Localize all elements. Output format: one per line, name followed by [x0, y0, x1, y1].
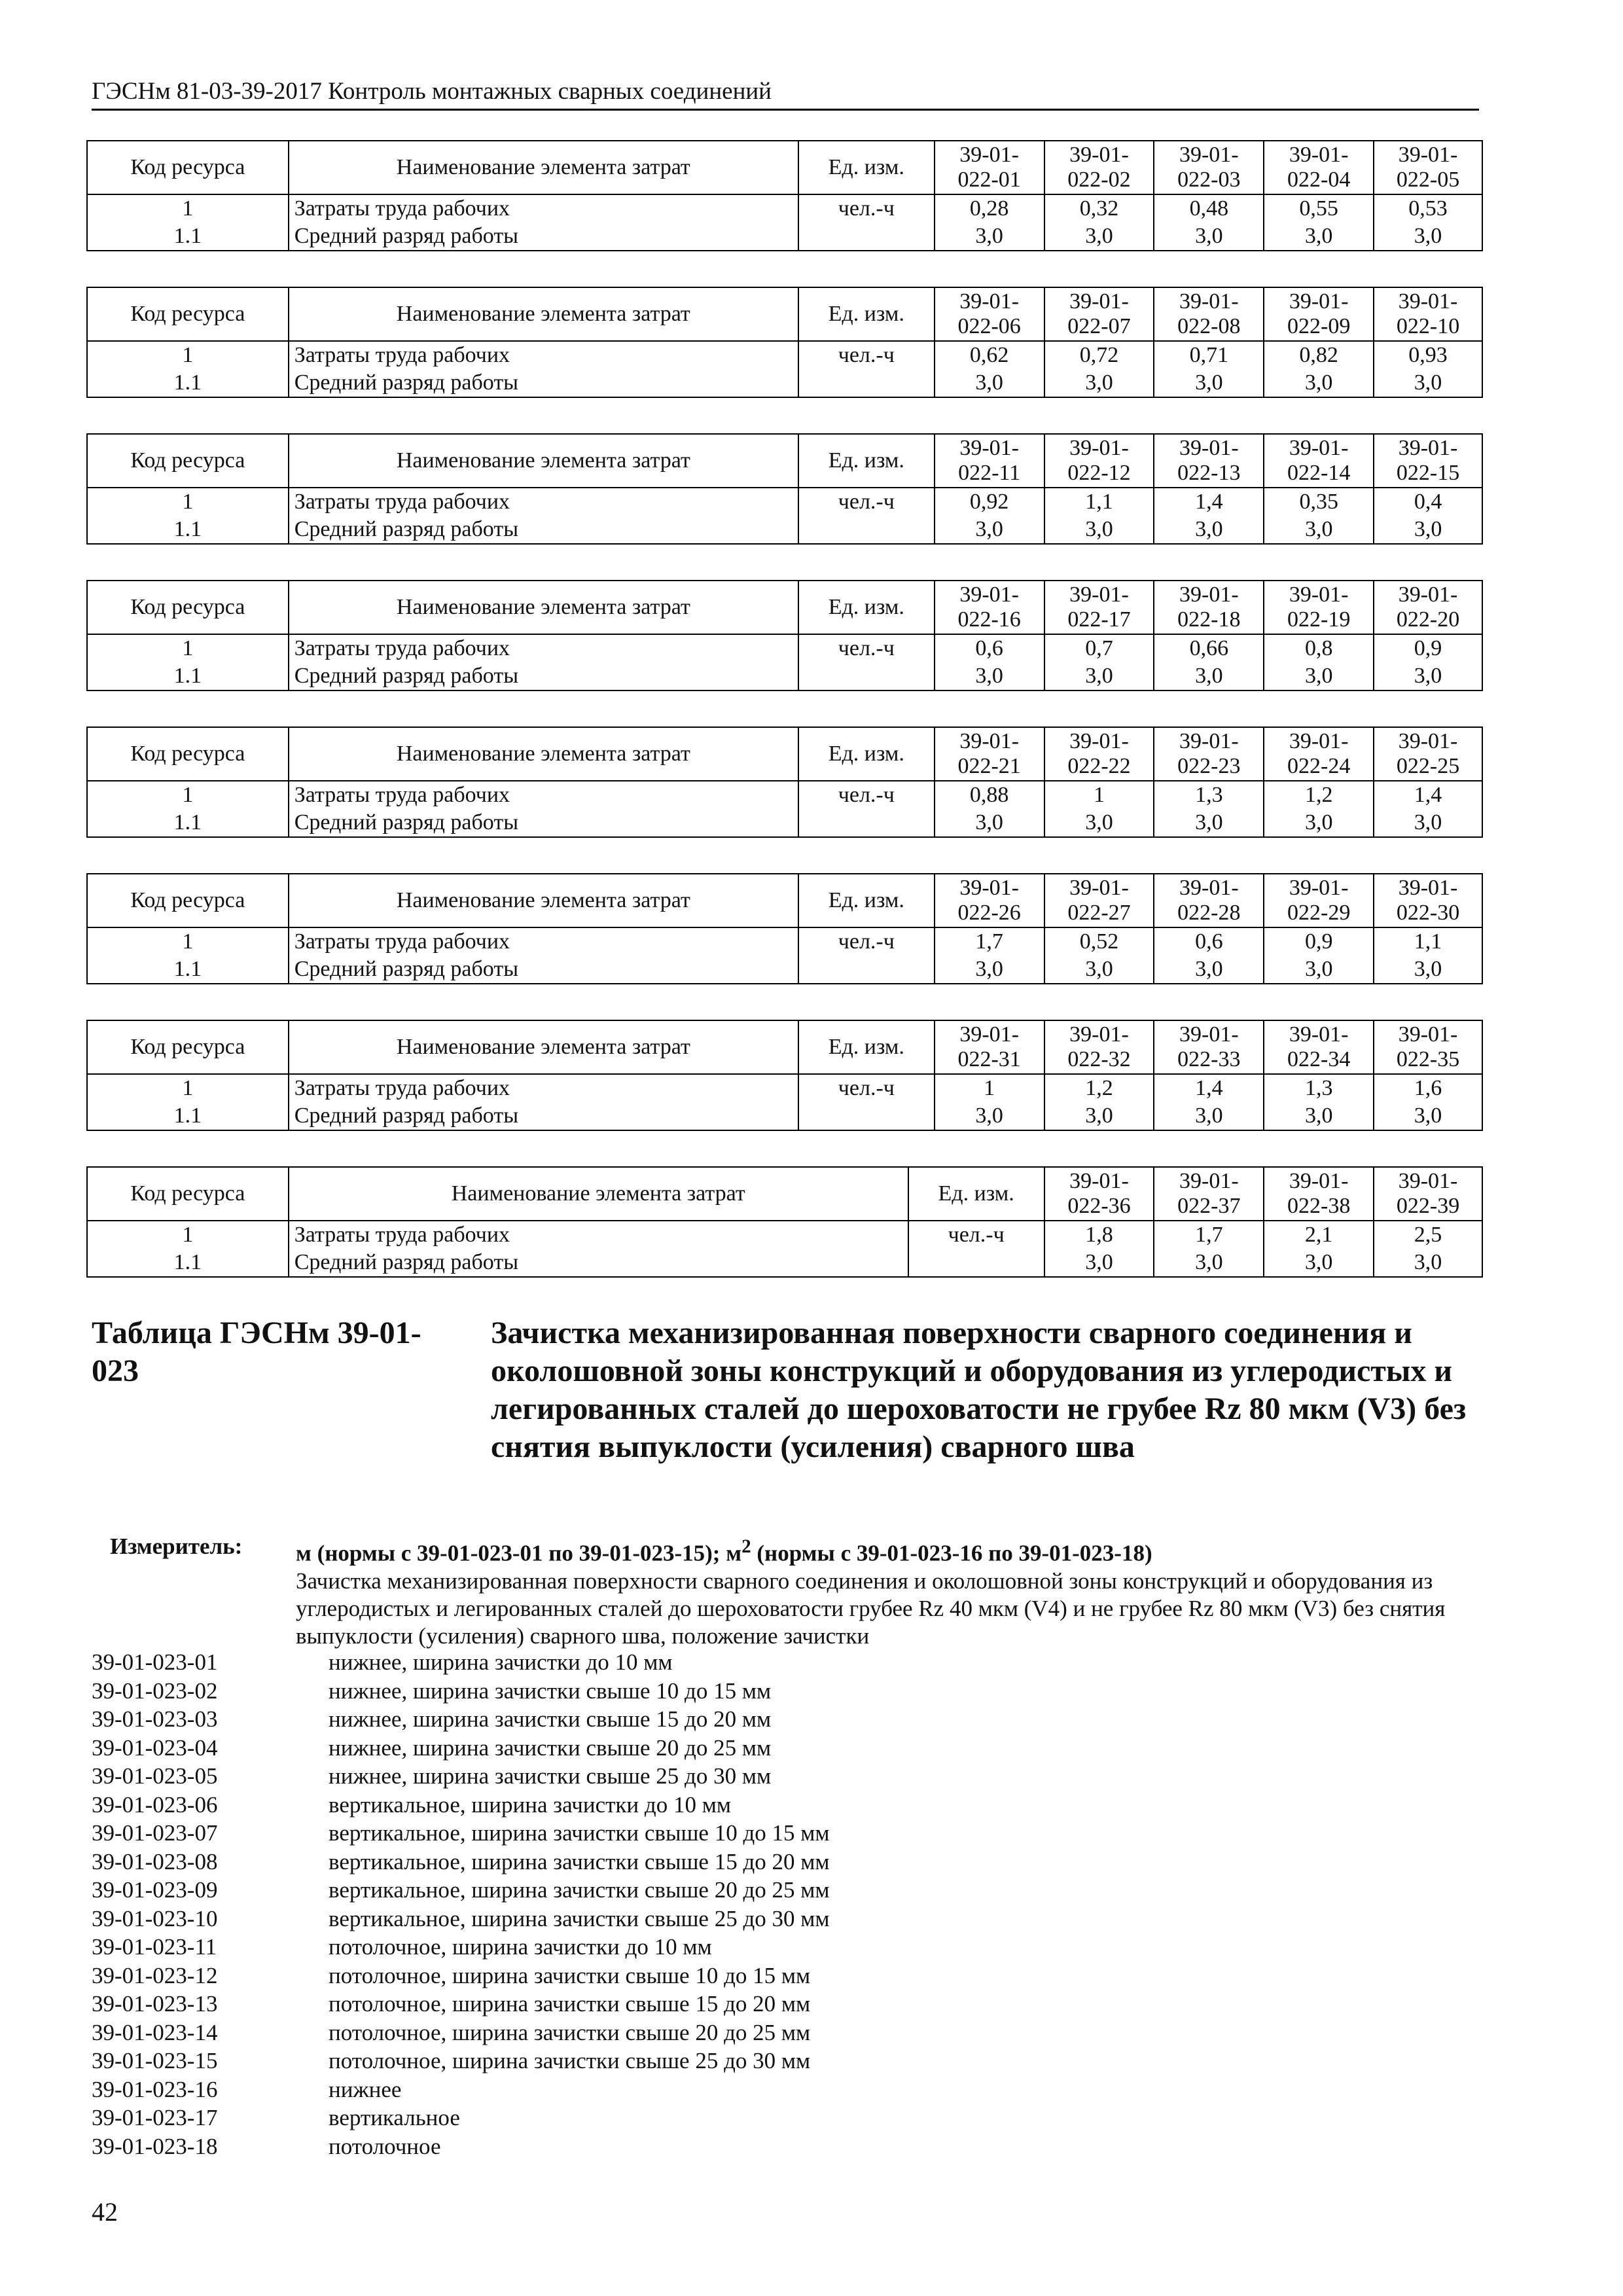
resource-unit [798, 369, 935, 397]
meter-block [296, 1533, 1480, 1650]
norm-code: 39-01-023-17 [92, 2105, 218, 2130]
grade-value: 3,0 [1044, 809, 1154, 837]
labor-value: 0,9 [1264, 927, 1374, 956]
resource-code: 1.1 [87, 223, 289, 251]
resource-unit: чел.-ч [798, 634, 935, 662]
grade-value: 3,0 [1374, 809, 1482, 837]
table-title: Таблица ГЭСНм 39-01-023 [92, 1316, 421, 1388]
meter-description: Зачистка механизированная поверхности сварного соединения и околошовной зоны конструкций и оборудования из углеродистых и легированных сталей до шероховатости грубее Rz 40 мкм (V4) и не грубее Rz 80 мкм (V3) без снятия выпуклости (усиления) сварного шва, положение зачистки [296, 1568, 1446, 1649]
resource-code: 1 [87, 194, 289, 223]
resource-name: Средний разряд работы [289, 516, 798, 544]
cost-table-1 [86, 140, 1483, 251]
norm-code: 39-01-023-11 [92, 1934, 217, 1960]
norm-code: 39-01-023-06 [92, 1791, 218, 1818]
resource-code: 1 [87, 927, 289, 956]
list-item [92, 1876, 1466, 1905]
norm-code: 39-01-023-18 [92, 2133, 218, 2159]
norm-code-header: 39-01- 022-21 [935, 727, 1044, 781]
resource-name: Средний разряд работы [289, 956, 798, 984]
norm-code-header: 39-01- 022-35 [1374, 1020, 1482, 1074]
grade-row [87, 956, 1482, 984]
code-col-header: Код ресурса [87, 1020, 289, 1074]
labor-value: 1 [935, 1074, 1044, 1102]
table-description: Зачистка механизированная поверхности сварного соединения и околошовной зоны конструкций и оборудования из углеродистых и легированных сталей до шероховатости не грубее Rz 80 мкм (V3) без снятия выпуклости (усиления) сварного шва [491, 1316, 1467, 1464]
labor-value: 1,1 [1374, 927, 1482, 956]
norm-code-header: 39-01- 022-33 [1154, 1020, 1264, 1074]
norm-code-header: 39-01- 022-07 [1044, 287, 1154, 341]
labor-value: 1,2 [1264, 781, 1374, 809]
resource-unit [908, 1249, 1044, 1277]
norm-code: 39-01-023-07 [92, 1820, 218, 1846]
labor-value: 2,5 [1374, 1221, 1482, 1249]
norm-code-header: 39-01- 022-08 [1154, 287, 1264, 341]
resource-code: 1.1 [87, 662, 289, 691]
labor-row [87, 634, 1482, 662]
labor-value: 0,7 [1044, 634, 1154, 662]
grade-value: 3,0 [935, 956, 1044, 984]
grade-value: 3,0 [1044, 956, 1154, 984]
grade-value: 3,0 [1374, 1249, 1482, 1277]
list-item [92, 1648, 1466, 1677]
norm-code-header: 39-01- 022-06 [935, 287, 1044, 341]
norm-code: 39-01-023-09 [92, 1877, 218, 1903]
name-col-header: Наименование элемента затрат [289, 581, 798, 634]
resource-unit [798, 662, 935, 691]
norm-code-header: 39-01- 022-28 [1154, 874, 1264, 927]
norm-text: нижнее, ширина зачистки до 10 мм [329, 1649, 673, 1675]
unit-col-header: Ед. изм. [798, 287, 935, 341]
cost-table-2 [86, 287, 1483, 398]
code-col-header: Код ресурса [87, 727, 289, 781]
list-item [92, 1791, 1466, 1820]
norm-code: 39-01-023-12 [92, 1962, 218, 1988]
grade-value: 3,0 [1374, 516, 1482, 544]
norm-code: 39-01-023-10 [92, 1905, 218, 1931]
labor-row [87, 488, 1482, 516]
norm-code-header: 39-01- 022-37 [1154, 1167, 1264, 1221]
code-col-header: Код ресурса [87, 141, 289, 194]
norm-text: вертикальное, ширина зачистки свыше 25 до 30 мм [329, 1905, 830, 1931]
norm-text: потолочное [329, 2133, 441, 2159]
grade-value: 3,0 [1154, 1102, 1264, 1130]
resource-code: 1.1 [87, 809, 289, 837]
cost-table-4 [86, 580, 1483, 691]
grade-value: 3,0 [1264, 1249, 1374, 1277]
grade-value: 3,0 [1264, 956, 1374, 984]
list-item [92, 1762, 1466, 1791]
resource-name: Затраты труда рабочих [289, 194, 798, 223]
labor-value: 1,4 [1374, 781, 1482, 809]
labor-value: 0,66 [1154, 634, 1264, 662]
list-item [92, 1933, 1466, 1962]
resource-code: 1.1 [87, 956, 289, 984]
norm-code-header: 39-01- 022-02 [1044, 141, 1154, 194]
norm-text: вертикальное, ширина зачистки до 10 мм [329, 1791, 731, 1818]
code-col-header: Код ресурса [87, 434, 289, 488]
labor-value: 0,52 [1044, 927, 1154, 956]
norm-code: 39-01-023-03 [92, 1706, 218, 1732]
labor-value: 0,6 [935, 634, 1044, 662]
norm-code-header: 39-01- 022-26 [935, 874, 1044, 927]
labor-value: 1,4 [1154, 488, 1264, 516]
resource-name: Средний разряд работы [289, 369, 798, 397]
labor-value: 0,4 [1374, 488, 1482, 516]
unit-col-header: Ед. изм. [798, 434, 935, 488]
grade-value: 3,0 [1264, 662, 1374, 691]
norm-code-header: 39-01- 022-39 [1374, 1167, 1482, 1221]
code-col-header: Код ресурса [87, 287, 289, 341]
resource-name: Средний разряд работы [289, 1102, 798, 1130]
list-item [92, 1848, 1466, 1876]
resource-name: Затраты труда рабочих [289, 1221, 908, 1249]
resource-unit: чел.-ч [798, 194, 935, 223]
resource-code: 1.1 [87, 369, 289, 397]
labor-value: 0,88 [935, 781, 1044, 809]
norm-code-header: 39-01- 022-16 [935, 581, 1044, 634]
norm-text: нижнее, ширина зачистки свыше 15 до 20 мм [329, 1706, 772, 1732]
grade-value: 3,0 [935, 223, 1044, 251]
resource-name: Затраты труда рабочих [289, 1074, 798, 1102]
labor-value: 0,82 [1264, 341, 1374, 369]
resource-name: Затраты труда рабочих [289, 781, 798, 809]
norm-code-header: 39-01- 022-27 [1044, 874, 1154, 927]
resource-unit: чел.-ч [798, 341, 935, 369]
grade-value: 3,0 [1154, 516, 1264, 544]
grade-value: 3,0 [1044, 662, 1154, 691]
grade-value: 3,0 [1374, 956, 1482, 984]
resource-unit: чел.-ч [798, 1074, 935, 1102]
norm-code-header: 39-01- 022-31 [935, 1020, 1044, 1074]
labor-value: 0,32 [1044, 194, 1154, 223]
norm-code-header: 39-01- 022-29 [1264, 874, 1374, 927]
norms-list [92, 1648, 1466, 2161]
grade-value: 3,0 [935, 662, 1044, 691]
name-col-header: Наименование элемента затрат [289, 727, 798, 781]
name-col-header: Наименование элемента затрат [289, 141, 798, 194]
name-col-header: Наименование элемента затрат [289, 1020, 798, 1074]
labor-value: 2,1 [1264, 1221, 1374, 1249]
list-item [92, 1819, 1466, 1848]
grade-row [87, 516, 1482, 544]
cost-table-3 [86, 433, 1483, 545]
grade-value: 3,0 [1264, 223, 1374, 251]
code-col-header: Код ресурса [87, 1167, 289, 1221]
unit-col-header: Ед. изм. [798, 874, 935, 927]
name-col-header: Наименование элемента затрат [289, 1167, 908, 1221]
page-number: 42 [92, 2197, 118, 2227]
norm-text: вертикальное [329, 2105, 460, 2130]
norm-code-header: 39-01- 022-23 [1154, 727, 1264, 781]
labor-row [87, 194, 1482, 223]
resource-code: 1 [87, 1074, 289, 1102]
grade-value: 3,0 [1264, 809, 1374, 837]
code-col-header: Код ресурса [87, 874, 289, 927]
labor-value: 1,7 [1154, 1221, 1264, 1249]
norm-text: нижнее, ширина зачистки свыше 25 до 30 мм [329, 1763, 772, 1789]
labor-row [87, 927, 1482, 956]
resource-unit: чел.-ч [798, 488, 935, 516]
list-item [92, 1990, 1466, 2018]
labor-value: 1,3 [1264, 1074, 1374, 1102]
norm-code-header: 39-01- 022-05 [1374, 141, 1482, 194]
labor-value: 0,48 [1154, 194, 1264, 223]
norm-code-header: 39-01- 022-15 [1374, 434, 1482, 488]
grade-value: 3,0 [1374, 223, 1482, 251]
resource-name: Затраты труда рабочих [289, 634, 798, 662]
norm-text: потолочное, ширина зачистки свыше 20 до 25 мм [329, 2019, 811, 2045]
norm-code-header: 39-01- 022-14 [1264, 434, 1374, 488]
norm-text: нижнее, ширина зачистки свыше 10 до 15 мм [329, 1677, 772, 1704]
unit-col-header: Ед. изм. [798, 581, 935, 634]
norm-code: 39-01-023-13 [92, 1991, 218, 2017]
labor-value: 1,4 [1154, 1074, 1264, 1102]
grade-value: 3,0 [1154, 369, 1264, 397]
grade-value: 3,0 [1374, 662, 1482, 691]
grade-value: 3,0 [1374, 369, 1482, 397]
code-col-header: Код ресурса [87, 581, 289, 634]
list-item [92, 2018, 1466, 2047]
grade-value: 3,0 [1044, 223, 1154, 251]
norm-code: 39-01-023-15 [92, 2048, 218, 2073]
grade-row [87, 662, 1482, 691]
list-item [92, 1734, 1466, 1763]
labor-value: 0,92 [935, 488, 1044, 516]
list-item [92, 1677, 1466, 1706]
resource-name: Средний разряд работы [289, 1249, 908, 1277]
grade-value: 3,0 [1264, 369, 1374, 397]
norm-code-header: 39-01- 022-32 [1044, 1020, 1154, 1074]
grade-row [87, 1249, 1482, 1277]
resource-name: Средний разряд работы [289, 223, 798, 251]
labor-row [87, 1221, 1482, 1249]
resource-name: Затраты труда рабочих [289, 341, 798, 369]
norm-code-header: 39-01- 022-01 [935, 141, 1044, 194]
norm-code: 39-01-023-01 [92, 1649, 218, 1675]
cost-table-6 [86, 873, 1483, 984]
labor-value: 1,7 [935, 927, 1044, 956]
labor-value: 0,35 [1264, 488, 1374, 516]
resource-unit [798, 516, 935, 544]
cost-table-8 [86, 1166, 1483, 1278]
norm-code-header: 39-01- 022-22 [1044, 727, 1154, 781]
norm-text: вертикальное, ширина зачистки свыше 10 до 15 мм [329, 1820, 830, 1846]
cost-table-7 [86, 1020, 1483, 1131]
grade-value: 3,0 [1374, 1102, 1482, 1130]
resource-code: 1 [87, 634, 289, 662]
grade-value: 3,0 [935, 369, 1044, 397]
norm-code-header: 39-01- 022-20 [1374, 581, 1482, 634]
unit-col-header: Ед. изм. [908, 1167, 1044, 1221]
labor-value: 1,1 [1044, 488, 1154, 516]
norm-code-header: 39-01- 022-34 [1264, 1020, 1374, 1074]
grade-value: 3,0 [1044, 1102, 1154, 1130]
grade-value: 3,0 [1044, 1249, 1154, 1277]
resource-code: 1 [87, 781, 289, 809]
norm-text: нижнее, ширина зачистки свыше 20 до 25 мм [329, 1734, 772, 1761]
labor-value: 1,3 [1154, 781, 1264, 809]
list-item [92, 1705, 1466, 1734]
labor-row [87, 781, 1482, 809]
labor-value: 0,71 [1154, 341, 1264, 369]
norm-code-header: 39-01- 022-38 [1264, 1167, 1374, 1221]
norm-code-header: 39-01- 022-13 [1154, 434, 1264, 488]
norm-code-header: 39-01- 022-19 [1264, 581, 1374, 634]
norm-text: вертикальное, ширина зачистки свыше 15 до 20 мм [329, 1848, 830, 1874]
norm-code-header: 39-01- 022-11 [935, 434, 1044, 488]
grade-value: 3,0 [1264, 516, 1374, 544]
resource-unit [798, 223, 935, 251]
labor-value: 1,6 [1374, 1074, 1482, 1102]
list-item [92, 2075, 1466, 2104]
resource-unit: чел.-ч [908, 1221, 1044, 1249]
list-item [92, 2132, 1466, 2161]
grade-row [87, 1102, 1482, 1130]
norm-text: потолочное, ширина зачистки до 10 мм [329, 1934, 712, 1960]
resource-unit [798, 956, 935, 984]
grade-value: 3,0 [1154, 662, 1264, 691]
page-header: ГЭСНм 81-03-39-2017 Контроль монтажных сварных соединений [92, 77, 1479, 111]
labor-value: 1 [1044, 781, 1154, 809]
grade-value: 3,0 [935, 516, 1044, 544]
name-col-header: Наименование элемента затрат [289, 874, 798, 927]
labor-value: 0,62 [935, 341, 1044, 369]
norm-code: 39-01-023-02 [92, 1677, 218, 1704]
resource-code: 1 [87, 341, 289, 369]
norm-text: вертикальное, ширина зачистки свыше 20 до 25 мм [329, 1877, 830, 1903]
resource-name: Затраты труда рабочих [289, 927, 798, 956]
norm-code: 39-01-023-14 [92, 2019, 218, 2045]
list-item [92, 1905, 1466, 1933]
grade-value: 3,0 [935, 1102, 1044, 1130]
labor-value: 0,6 [1154, 927, 1264, 956]
norm-code-header: 39-01- 022-09 [1264, 287, 1374, 341]
norm-code: 39-01-023-16 [92, 2076, 218, 2102]
grade-value: 3,0 [1264, 1102, 1374, 1130]
resource-name: Средний разряд работы [289, 809, 798, 837]
meter-value: м (нормы с 39-01-023-01 по 39-01-023-15); $м^2$ (нормы с 39-01-023-16 по 39-01-023-18) [296, 1536, 1152, 1566]
labor-value: 1,2 [1044, 1074, 1154, 1102]
labor-value: 0,53 [1374, 194, 1482, 223]
name-col-header: Наименование элемента затрат [289, 287, 798, 341]
name-col-header: Наименование элемента затрат [289, 434, 798, 488]
labor-row [87, 341, 1482, 369]
norm-text: потолочное, ширина зачистки свыше 10 до 15 мм [329, 1962, 811, 1988]
grade-value: 3,0 [1154, 1249, 1264, 1277]
unit-col-header: Ед. изм. [798, 1020, 935, 1074]
labor-value: 0,93 [1374, 341, 1482, 369]
resource-name: Затраты труда рабочих [289, 488, 798, 516]
norm-code-header: 39-01- 022-25 [1374, 727, 1482, 781]
resource-code: 1 [87, 1221, 289, 1249]
unit-col-header: Ед. изм. [798, 727, 935, 781]
labor-value: 0,55 [1264, 194, 1374, 223]
labor-value: 0,72 [1044, 341, 1154, 369]
norm-code: 39-01-023-08 [92, 1848, 218, 1874]
list-item [92, 2104, 1466, 2132]
norm-code-header: 39-01- 022-17 [1044, 581, 1154, 634]
norm-text: нижнее [329, 2076, 402, 2102]
norm-code-header: 39-01- 022-12 [1044, 434, 1154, 488]
norm-text: потолочное, ширина зачистки свыше 25 до 30 мм [329, 2048, 811, 2073]
resource-code: 1.1 [87, 516, 289, 544]
resource-code: 1.1 [87, 1249, 289, 1277]
resource-unit: чел.-ч [798, 927, 935, 956]
labor-value: 0,28 [935, 194, 1044, 223]
grade-value: 3,0 [1154, 956, 1264, 984]
cost-table-5 [86, 726, 1483, 838]
labor-value: 0,8 [1264, 634, 1374, 662]
resource-unit: чел.-ч [798, 781, 935, 809]
norm-code-header: 39-01- 022-10 [1374, 287, 1482, 341]
labor-value: 1,8 [1044, 1221, 1154, 1249]
list-item [92, 1962, 1466, 1990]
list-item [92, 2047, 1466, 2075]
norm-code-header: 39-01- 022-24 [1264, 727, 1374, 781]
resource-unit [798, 1102, 935, 1130]
resource-unit [798, 809, 935, 837]
resource-code: 1.1 [87, 1102, 289, 1130]
unit-col-header: Ед. изм. [798, 141, 935, 194]
norm-code: 39-01-023-05 [92, 1763, 218, 1789]
grade-value: 3,0 [1154, 809, 1264, 837]
norm-code-header: 39-01- 022-04 [1264, 141, 1374, 194]
norm-code-header: 39-01- 022-36 [1044, 1167, 1154, 1221]
norm-code-header: 39-01- 022-03 [1154, 141, 1264, 194]
labor-row [87, 1074, 1482, 1102]
grade-value: 3,0 [1044, 369, 1154, 397]
norm-code-header: 39-01- 022-18 [1154, 581, 1264, 634]
norm-code-header: 39-01- 022-30 [1374, 874, 1482, 927]
labor-value: 0,9 [1374, 634, 1482, 662]
norm-text: потолочное, ширина зачистки свыше 15 до 20 мм [329, 1991, 811, 2017]
grade-value: 3,0 [1154, 223, 1264, 251]
grade-row [87, 369, 1482, 397]
grade-row [87, 809, 1482, 837]
grade-value: 3,0 [935, 809, 1044, 837]
grade-value: 3,0 [1044, 516, 1154, 544]
grade-row [87, 223, 1482, 251]
resource-name: Средний разряд работы [289, 662, 798, 691]
meter-label: Измеритель: [110, 1534, 243, 1559]
resource-code: 1 [87, 488, 289, 516]
norm-code: 39-01-023-04 [92, 1734, 218, 1761]
